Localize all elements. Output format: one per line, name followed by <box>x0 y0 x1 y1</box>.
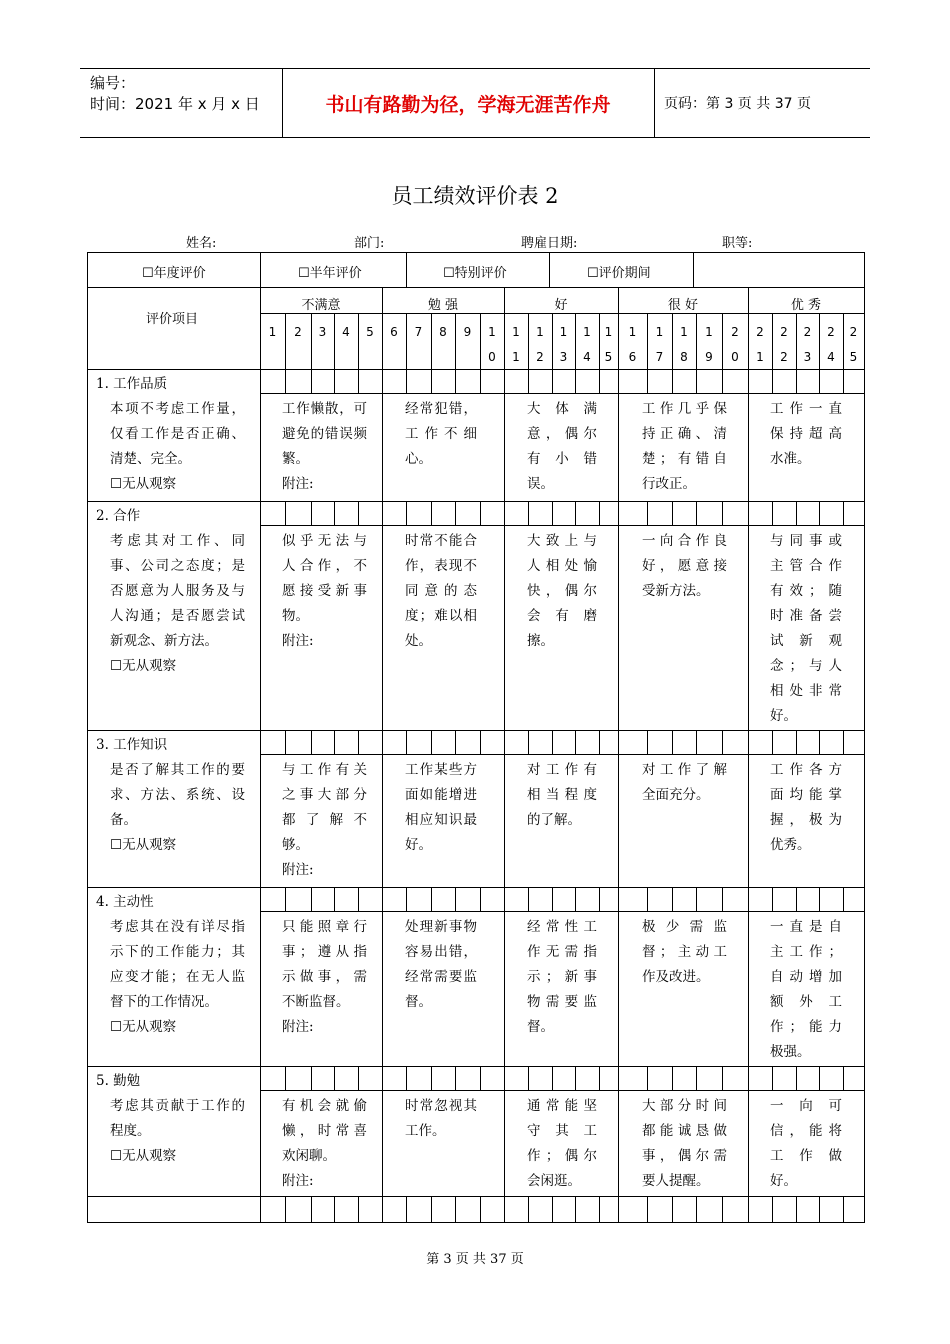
score-column-rule <box>334 501 335 525</box>
score-column-rule <box>455 369 456 393</box>
header-info <box>90 73 260 115</box>
score-column-rule <box>334 1066 335 1090</box>
field-department: 部门: <box>354 236 385 251</box>
score-column-rule <box>796 1196 797 1222</box>
score-column-rule <box>748 313 749 369</box>
score-column-rule <box>599 887 600 911</box>
score-21-ones: 1 <box>756 350 764 364</box>
score-column-rule <box>575 501 576 525</box>
level-4-description: 对工作了解 全面充分。 <box>642 762 727 803</box>
score-column-rule <box>796 369 797 393</box>
score-column-rule <box>696 887 697 911</box>
score-column-rule <box>843 1196 844 1222</box>
score-column-rule <box>672 1196 673 1222</box>
table-rule <box>260 313 865 314</box>
score-22-ones: 2 <box>780 350 788 364</box>
score-column-rule <box>599 369 600 393</box>
score-column-rule <box>796 887 797 911</box>
score-column-rule <box>772 887 773 911</box>
level-1-description: 只能照章行 事；遵从指 示做事，需 不断监督。 <box>282 919 367 1010</box>
score-column-rule <box>772 369 773 393</box>
score-column-rule <box>618 730 619 754</box>
field-level: 职等: <box>722 236 753 251</box>
level-2-description: 处理新事物 容易出错， 经常需要监 督。 <box>405 919 477 1010</box>
score-10-ones: 0 <box>488 350 496 364</box>
criterion-description: 考虑其贡献于工作的 程度。 <box>110 1098 245 1139</box>
score-17-ones: 7 <box>655 350 664 364</box>
score-column-rule <box>618 501 619 525</box>
score-18-ones: 8 <box>680 350 688 364</box>
score-column-rule <box>311 501 312 525</box>
score-14-tens: 1 <box>583 325 591 339</box>
score-column-rule <box>504 369 505 393</box>
score-column-rule <box>260 369 261 393</box>
level-5-description: 与同事或 主管合作 有效；随 时准备尝 试 新 观 念；与人 相处非常 好。 <box>770 533 842 724</box>
score-column-rule <box>843 1066 844 1090</box>
score-column-rule <box>311 313 312 369</box>
score-6: 6 <box>390 325 398 339</box>
note-label: 附注: <box>282 476 314 492</box>
score-15-tens: 1 <box>604 325 613 339</box>
note-label: 附注: <box>282 1173 314 1189</box>
motto: 书山有路勤为径，学海无涯苦作舟 <box>325 93 611 116</box>
score-column-rule <box>406 730 407 754</box>
score-column-rule <box>552 313 553 369</box>
score-column-rule <box>843 369 844 393</box>
score-column-rule <box>431 730 432 754</box>
criterion-title: 3. 工作知识 <box>96 737 168 753</box>
level-5-description: 工作各方 面均能掌 握，极为 优秀。 <box>770 762 842 853</box>
score-column-rule <box>819 730 820 754</box>
score-column-rule <box>455 1066 456 1090</box>
score-column-rule <box>552 369 553 393</box>
score-15-ones: 5 <box>604 350 613 364</box>
score-10-tens: 1 <box>488 325 496 339</box>
table-border <box>864 252 865 1222</box>
score-column-rule <box>406 501 407 525</box>
score-column-rule <box>311 887 312 911</box>
score-column-rule <box>504 1066 505 1090</box>
score-column-rule <box>599 1066 600 1090</box>
score-column-rule <box>647 501 648 525</box>
level-very-good: 很 好 <box>667 298 699 313</box>
score-column-rule <box>382 1066 383 1090</box>
score-column-rule <box>575 730 576 754</box>
score-column-rule <box>504 887 505 911</box>
score-column-rule <box>358 730 359 754</box>
level-barely: 勉 强 <box>427 298 459 313</box>
score-column-rule <box>406 369 407 393</box>
score-9: 9 <box>463 325 472 339</box>
score-5: 5 <box>366 325 374 339</box>
score-column-rule <box>552 1196 553 1222</box>
score-column-rule <box>285 887 286 911</box>
score-12-ones: 2 <box>536 350 544 364</box>
score-column-rule <box>285 501 286 525</box>
score-column-rule <box>647 730 648 754</box>
field-name: 姓名: <box>186 236 217 251</box>
score-column-rule <box>382 1196 383 1222</box>
score-25-tens: 2 <box>849 325 858 339</box>
score-column-rule <box>358 501 359 525</box>
score-column-rule <box>618 369 619 393</box>
score-column-rule <box>358 313 359 369</box>
score-column-rule <box>382 369 383 393</box>
score-column-rule <box>552 730 553 754</box>
score-24-ones: 4 <box>827 350 835 364</box>
score-column-rule <box>843 730 844 754</box>
level-3-description: 通常能坚 守 其 工 作；偶尔 会闲逛。 <box>527 1098 597 1189</box>
score-column-rule <box>599 501 600 525</box>
score-column-rule <box>480 313 481 369</box>
score-column-rule <box>455 730 456 754</box>
score-column-rule <box>285 369 286 393</box>
score-column-rule <box>406 1196 407 1222</box>
score-column-rule <box>311 1196 312 1222</box>
score-column-rule <box>796 501 797 525</box>
table-divider <box>549 252 550 287</box>
special-review-checkbox[interactable]: ☐特别评价 <box>443 266 507 281</box>
level-2-description: 工作某些方 面如能增进 相应知识最 好。 <box>405 762 477 853</box>
table-border <box>87 252 88 1222</box>
score-25-ones: 5 <box>849 350 858 364</box>
score-column-rule <box>819 501 820 525</box>
score-18-tens: 1 <box>680 325 688 339</box>
score-column-rule <box>748 1196 749 1222</box>
score-column-rule <box>722 369 723 393</box>
score-column-rule <box>358 1066 359 1090</box>
score-column-rule <box>260 501 261 525</box>
score-column-rule <box>772 313 773 369</box>
level-5-description: 一 向 可 信，能将 工 作 做 好。 <box>770 1098 842 1189</box>
score-column-rule <box>722 1196 723 1222</box>
score-column-rule <box>552 1066 553 1090</box>
table-divider <box>406 252 407 287</box>
score-column-rule <box>382 501 383 525</box>
score-20-ones: 0 <box>731 350 739 364</box>
score-column-rule <box>843 501 844 525</box>
score-column-rule <box>796 1066 797 1090</box>
score-column-rule <box>647 887 648 911</box>
score-column-rule <box>431 887 432 911</box>
score-column-rule <box>480 369 481 393</box>
score-column-rule <box>260 1196 261 1222</box>
score-column-rule <box>285 1196 286 1222</box>
score-column-rule <box>672 887 673 911</box>
score-column-rule <box>647 313 648 369</box>
score-19-ones: 9 <box>705 350 713 364</box>
level-3-description: 经常性工 作无需指 示；新事 物需要监 督。 <box>527 919 597 1035</box>
table-rule <box>260 525 865 526</box>
score-column-rule <box>382 887 383 911</box>
score-12-tens: 1 <box>536 325 544 339</box>
score-24-tens: 2 <box>827 325 835 339</box>
score-column-rule <box>796 313 797 369</box>
score-column-rule <box>504 730 505 754</box>
score-column-rule <box>358 369 359 393</box>
score-21-tens: 2 <box>756 325 764 339</box>
criterion-title: 4. 主动性 <box>96 894 154 910</box>
page-footer: 第 3 页 共 37 页 <box>426 1252 524 1267</box>
no-observation-checkbox[interactable]: ☐无从观察 <box>110 837 177 853</box>
score-column-rule <box>528 369 529 393</box>
table-rule <box>260 393 865 394</box>
score-13-ones: 3 <box>559 350 568 364</box>
level-4-description: 极少需监 督；主动工 作及改进。 <box>642 919 727 985</box>
score-column-rule <box>480 730 481 754</box>
score-column-rule <box>260 730 261 754</box>
score-column-rule <box>504 313 505 369</box>
score-8: 8 <box>439 325 447 339</box>
score-column-rule <box>819 887 820 911</box>
level-1-description: 与工作有关 之事大部分 都 了 解 不 够。 <box>282 762 367 853</box>
score-column-rule <box>334 730 335 754</box>
score-column-rule <box>528 501 529 525</box>
score-column-rule <box>599 1196 600 1222</box>
level-5-description: 工作一直 保持超高 水准。 <box>770 401 842 467</box>
criterion-title: 2. 合作 <box>96 508 141 524</box>
score-column-rule <box>819 369 820 393</box>
score-20-tens: 2 <box>731 325 739 339</box>
score-11-ones: 1 <box>512 350 520 364</box>
score-column-rule <box>575 887 576 911</box>
level-5-description: 一直是自 主工作； 自动增加 额 外 工 作；能力 极强。 <box>770 919 842 1060</box>
score-22-tens: 2 <box>780 325 788 339</box>
score-column-rule <box>575 1196 576 1222</box>
score-column-rule <box>696 1066 697 1090</box>
score-column-rule <box>672 369 673 393</box>
score-column-rule <box>552 501 553 525</box>
table-rule <box>260 1090 865 1091</box>
no-observation-checkbox[interactable]: ☐无从观察 <box>110 476 177 492</box>
score-column-rule <box>722 730 723 754</box>
score-column-rule <box>672 730 673 754</box>
criterion-title: 1. 工作品质 <box>96 376 168 392</box>
score-7: 7 <box>414 325 423 339</box>
score-column-rule <box>672 501 673 525</box>
score-column-rule <box>334 1196 335 1222</box>
score-column-rule <box>455 887 456 911</box>
score-column-rule <box>285 1066 286 1090</box>
level-2-description: 时常忽视其 工作。 <box>405 1098 477 1139</box>
score-column-rule <box>647 369 648 393</box>
score-19-tens: 1 <box>705 325 713 339</box>
level-good: 好 <box>554 298 568 313</box>
score-column-rule <box>618 1196 619 1222</box>
score-column-rule <box>528 313 529 369</box>
score-column-rule <box>406 1066 407 1090</box>
score-14-ones: 4 <box>583 350 591 364</box>
score-column-rule <box>311 369 312 393</box>
score-column-rule <box>772 1066 773 1090</box>
level-1-description: 有机会就偷 懒，时常喜 欢闲聊。 <box>282 1098 367 1164</box>
score-column-rule <box>772 1196 773 1222</box>
page-header <box>80 68 870 138</box>
score-column-rule <box>552 887 553 911</box>
criterion-title: 5. 勤勉 <box>96 1073 141 1089</box>
score-column-rule <box>748 369 749 393</box>
level-3-description: 大 体 满 意，偶尔 有 小 错 误。 <box>527 401 597 492</box>
time-label: 时间：2021 年 x 月 x 日 <box>90 95 260 113</box>
score-1: 1 <box>268 325 277 339</box>
score-column-rule <box>618 313 619 369</box>
score-column-rule <box>480 887 481 911</box>
score-3: 3 <box>318 325 327 339</box>
score-16-ones: 6 <box>628 350 637 364</box>
level-4-description: 大部分时间 都能诚恳做 事，偶尔需 要人提醒。 <box>642 1098 727 1189</box>
score-23-tens: 2 <box>803 325 812 339</box>
score-column-rule <box>696 730 697 754</box>
score-column-rule <box>358 887 359 911</box>
score-column-rule <box>382 313 383 369</box>
score-column-rule <box>575 369 576 393</box>
score-column-rule <box>772 501 773 525</box>
score-column-rule <box>455 501 456 525</box>
table-divider <box>693 252 694 287</box>
score-column-rule <box>382 730 383 754</box>
level-2-description: 时常不能合 作，表现不 同意的态 度；难以相 处。 <box>405 533 477 649</box>
criterion-description: 考虑其在没有详尽指 示下的工作能力；其 应变才能；在无人监 督下的工作情况。 <box>110 919 245 1010</box>
score-column-rule <box>455 313 456 369</box>
criterion-description: 考虑其对工作、同 事、公司之态度；是 否愿意为人服务及与 人沟通；是否愿尝试 新观念、新方法。 <box>110 533 245 649</box>
score-column-rule <box>285 313 286 369</box>
score-column-rule <box>311 730 312 754</box>
note-label: 附注: <box>282 862 314 878</box>
score-column-rule <box>819 313 820 369</box>
score-column-rule <box>772 730 773 754</box>
note-label: 附注: <box>282 633 314 649</box>
score-column-rule <box>311 1066 312 1090</box>
page-label: 页码：第 3 页 共 37 页 <box>664 96 811 112</box>
score-column-rule <box>672 1066 673 1090</box>
level-excellent: 优 秀 <box>790 298 822 313</box>
score-column-rule <box>334 313 335 369</box>
score-column-rule <box>528 887 529 911</box>
score-column-rule <box>599 730 600 754</box>
score-column-rule <box>260 887 261 911</box>
number-label: 编号： <box>90 74 136 92</box>
level-2-description: 经常犯错， 工作不细 心。 <box>405 401 477 467</box>
score-column-rule <box>480 1196 481 1222</box>
score-4: 4 <box>342 325 350 339</box>
score-column-rule <box>819 1196 820 1222</box>
score-column-rule <box>528 1066 529 1090</box>
score-column-rule <box>528 1196 529 1222</box>
score-23-ones: 3 <box>803 350 812 364</box>
score-column-rule <box>696 501 697 525</box>
score-column-rule <box>528 730 529 754</box>
score-column-rule <box>575 313 576 369</box>
score-column-rule <box>480 501 481 525</box>
score-column-rule <box>672 313 673 369</box>
field-hire-date: 聘雇日期: <box>521 236 578 251</box>
no-observation-checkbox[interactable]: ☐无从观察 <box>110 1019 177 1035</box>
score-column-rule <box>431 501 432 525</box>
score-column-rule <box>722 1066 723 1090</box>
note-label: 附注: <box>282 1019 314 1035</box>
score-13-tens: 1 <box>559 325 568 339</box>
score-column-rule <box>647 1066 648 1090</box>
level-3-description: 大致上与 人相处愉 快，偶尔 会 有 磨 擦。 <box>527 533 597 649</box>
no-observation-checkbox[interactable]: ☐无从观察 <box>110 1148 177 1164</box>
score-16-tens: 1 <box>628 325 637 339</box>
table-rule <box>260 754 865 755</box>
score-column-rule <box>575 1066 576 1090</box>
score-column-rule <box>504 1196 505 1222</box>
half-year-review-checkbox[interactable]: ☐半年评价 <box>298 266 362 281</box>
item-header: 评价项目 <box>146 312 199 327</box>
no-observation-checkbox[interactable]: ☐无从观察 <box>110 658 177 674</box>
score-column-rule <box>647 1196 648 1222</box>
table-rule <box>87 252 865 253</box>
score-column-rule <box>819 1066 820 1090</box>
level-unsatisfactory: 不满意 <box>301 298 341 313</box>
score-column-rule <box>358 1196 359 1222</box>
score-column-rule <box>406 313 407 369</box>
score-column-rule <box>334 887 335 911</box>
score-column-rule <box>722 313 723 369</box>
score-column-rule <box>406 887 407 911</box>
score-column-rule <box>260 313 261 369</box>
score-column-rule <box>334 369 335 393</box>
criterion-description: 是否了解其工作的要 求、方法、系统、设 备。 <box>110 762 245 828</box>
score-column-rule <box>748 1066 749 1090</box>
score-column-rule <box>696 313 697 369</box>
score-column-rule <box>796 730 797 754</box>
score-column-rule <box>455 1196 456 1222</box>
level-1-description: 似乎无法与 人合作，不 愿接受新事 物。 <box>282 533 367 624</box>
score-column-rule <box>696 369 697 393</box>
annual-review-checkbox[interactable]: ☐年度评价 <box>142 266 206 281</box>
score-column-rule <box>618 1066 619 1090</box>
score-column-rule <box>504 501 505 525</box>
level-1-description: 工作懒散，可 避免的错误频 繁。 <box>282 401 367 467</box>
score-column-rule <box>696 1196 697 1222</box>
table-rule <box>87 1222 865 1223</box>
score-column-rule <box>748 730 749 754</box>
score-column-rule <box>431 1196 432 1222</box>
review-period-checkbox[interactable]: ☐评价期间 <box>587 266 651 281</box>
score-column-rule <box>722 887 723 911</box>
score-column-rule <box>480 1066 481 1090</box>
score-column-rule <box>843 887 844 911</box>
score-column-rule <box>748 501 749 525</box>
page-title: 员工绩效评价表 2 <box>391 184 559 208</box>
criterion-description: 本项不考虑工作量， 仅看工作是否正确、 清楚、完全。 <box>110 401 245 467</box>
score-column-rule <box>618 887 619 911</box>
score-column-rule <box>260 1066 261 1090</box>
score-11-tens: 1 <box>512 325 520 339</box>
level-3-description: 对工作有 相当程度 的了解。 <box>527 762 597 828</box>
table-rule <box>260 911 865 912</box>
score-column-rule <box>722 501 723 525</box>
level-4-description: 一向合作良 好，愿意接 受新方法。 <box>642 533 727 599</box>
score-column-rule <box>431 313 432 369</box>
score-column-rule <box>431 1066 432 1090</box>
level-4-description: 工作几乎保 持正确、清 楚；有错自 行改正。 <box>642 401 727 492</box>
score-column-rule <box>285 730 286 754</box>
score-2: 2 <box>294 325 302 339</box>
score-17-tens: 1 <box>655 325 664 339</box>
score-column-rule <box>748 887 749 911</box>
score-column-rule <box>431 369 432 393</box>
